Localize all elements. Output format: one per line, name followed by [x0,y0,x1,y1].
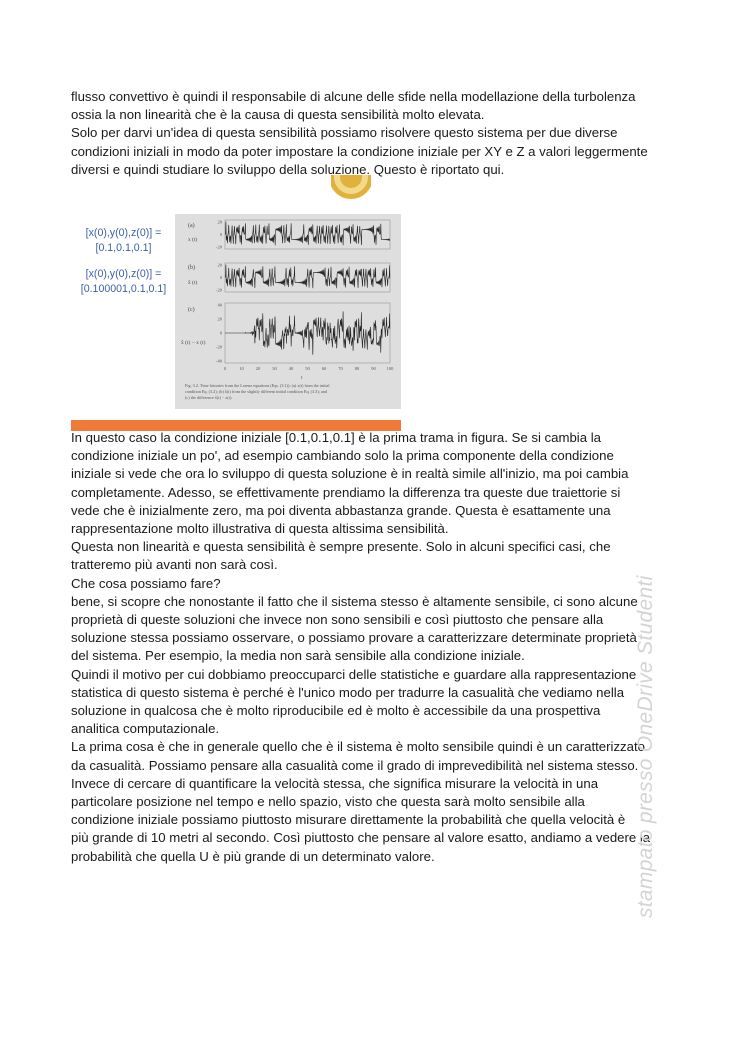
xtick-label: 70 [338,366,343,371]
text-line: soluzione in qualcosa che è molto riproducibile ed è molto è accessibile da una prospettiva [71,703,601,719]
text-line: Invece di cercare di quantificare la velocità stessa, che significa misurare la velocità in una [71,775,599,791]
initial-condition-2 [71,267,176,297]
text-line: condizione iniziale possiamo piuttosto misurare direttamente la probabilità che quella velocità è [71,812,626,828]
text-line: da casualità. Possiamo pensare alla casualità come il grado di imprevedibilità nel sistema stesso. [71,757,639,773]
ytick-label: 20 [217,262,222,268]
trace-a [225,222,390,246]
caption-line-3: (c) the difference x̂(t) − x(t). [185,395,233,400]
text-line: bene, si scopre che nonostante il fatto che il sistema stesso è altamente sensibile, ci sono alcune [71,593,638,609]
text-line: condizioni iniziali in modo da poter impostare la condizione iniziale per XY e Z a valori leggermente [71,143,648,159]
text-line: soluzione stessa possiamo osservare, o possiamo provare a caratterizzare determinate proprietà [71,630,637,646]
xtick-label: 80 [354,366,360,371]
university-seal-icon [331,175,371,201]
text-line: probabilità che quella U è più grande di un determinato valore. [71,848,435,864]
text-line: analitica computazionale. [71,721,220,737]
lorenz-figure [71,178,401,431]
xtick-label: 30 [272,366,277,371]
text-line: ossia la non linearità che è la causa di questa sensibilità molto elevata. [71,107,485,123]
xtick-label: 100 [386,366,394,371]
text-line: del sistema. Per esempio, la media non sarà sensibile alla condizione iniziale. [71,648,525,664]
ytick-label: 20 [217,316,222,322]
xtick-label: 50 [305,366,310,371]
ic2-line1: [x(0),y(0),z(0)] = [85,268,162,280]
ylabel-b: x̂ (t) [188,280,198,286]
text-line: più grande di 10 metri al secondo. Così piuttosto che pensare al valore esatto, andiamo a vedere la [71,830,651,846]
xtick-label: 0 [223,366,227,371]
xtick-label: 90 [371,366,376,371]
text-line: Solo per darvi un'idea di questa sensibilità possiamo risolvere questo sistema per due diverse [71,125,618,141]
text-line: condizione iniziale un po', ad esempio cambiando solo la prima componente della condizione [71,448,614,464]
ytick-label: 0 [219,275,222,280]
text-line: Quindi il motivo per cui dobbiamo preoccuparci delle statistiche e guardare alla rappresentazione [71,666,637,682]
panel-c-label: (c) [188,307,195,313]
text-line: Questa non linearità e questa sensibilità è sempre presente. Solo in alcuni specifici casi, che [71,539,611,555]
ytick-label: -40 [216,358,222,364]
text-line: diversi e quindi studiare lo sviluppo della soluzione. Questo è riportato qui. [71,161,505,177]
text-line: rappresentazione molto illustrativa di questa altissima sensibilità. [71,521,449,537]
text-line: proprietà di queste soluzioni che invece non sono sensibili e così piuttosto che pensare alla [71,612,604,628]
ytick-label: -20 [216,287,222,293]
ytick-label: 0 [219,330,222,336]
xtick-label: 10 [239,366,244,371]
ytick-label: 40 [217,302,222,308]
paragraph-intro [71,88,676,179]
trace-b [225,265,390,289]
ytick-label: -20 [216,244,222,250]
plot-panel [175,214,401,409]
ic1-line2: [0.1,0.1,0.1] [95,242,152,254]
trace-c [225,311,390,354]
ytick-label: -20 [216,344,222,350]
paragraph-body [71,429,676,866]
text-line: In questo caso la condizione iniziale [0.1,0.1,0.1] è la prima trama in figura. Se si cambia la [71,430,601,445]
panel-b-label: (b) [188,265,195,271]
ytick-label: 20 [217,219,222,225]
lorenz-plot [175,214,401,409]
ic1-line1: [x(0),y(0),z(0)] = [85,227,162,239]
caption-line-2: condition Eq. (3.2); (b) x̂(t) from the slightly different initial condition Eq. (3.3); and [185,389,327,394]
watermark: stampato presso OneDrive Studenti [634,575,657,918]
text-line: vede che è inizialmente zero, ma poi diventa abbastanza grande. Questa è esattamente una [71,502,611,518]
text-line: La prima cosa è che in generale quello che è il sistema è molto sensibile quindi è un caratterizzato [71,739,645,755]
text-line: completamente. Adesso, se effettivamente prendiamo la differenza tra queste due traiettorie si [71,484,621,500]
text-line: tratteremo più avanti non sarà così. [71,557,278,573]
caption-line-1: Fig. 3.2. Time histories from the Lorenz equations (Eqs. (3.1)): (a) x(t) from the initial [185,383,330,388]
ic2-line2: [0.100001,0.1,0.1] [80,283,167,295]
xtick-label: 20 [255,366,261,371]
ylabel-c: x̂ (t) − x (t) [181,340,206,346]
ylabel-a: x (t) [188,237,198,243]
text-line: flusso convettivo è quindi il responsabile di alcune delle sfide nella modellazione della turbolenza [71,89,636,104]
panel-a-label: (a) [188,223,195,229]
text-line: Che cosa possiamo fare? [71,575,221,591]
xlabel: t [301,376,303,381]
xtick-label: 60 [321,366,327,371]
xtick-label: 40 [288,366,294,371]
text-line: statistica di questo sistema è perché è l'unico modo per tradurre la casualità che vediamo nella [71,684,625,700]
text-line: particolare posizione nel tempo e nello spazio, visto che questa sarà molto sensibile alla [71,794,585,810]
text-line: iniziale si vede che ora lo sviluppo di questa soluzione è in realtà simile all'inizio, ma poi cambia [71,466,629,482]
ytick-label: 0 [219,232,222,237]
initial-condition-1 [71,226,176,256]
